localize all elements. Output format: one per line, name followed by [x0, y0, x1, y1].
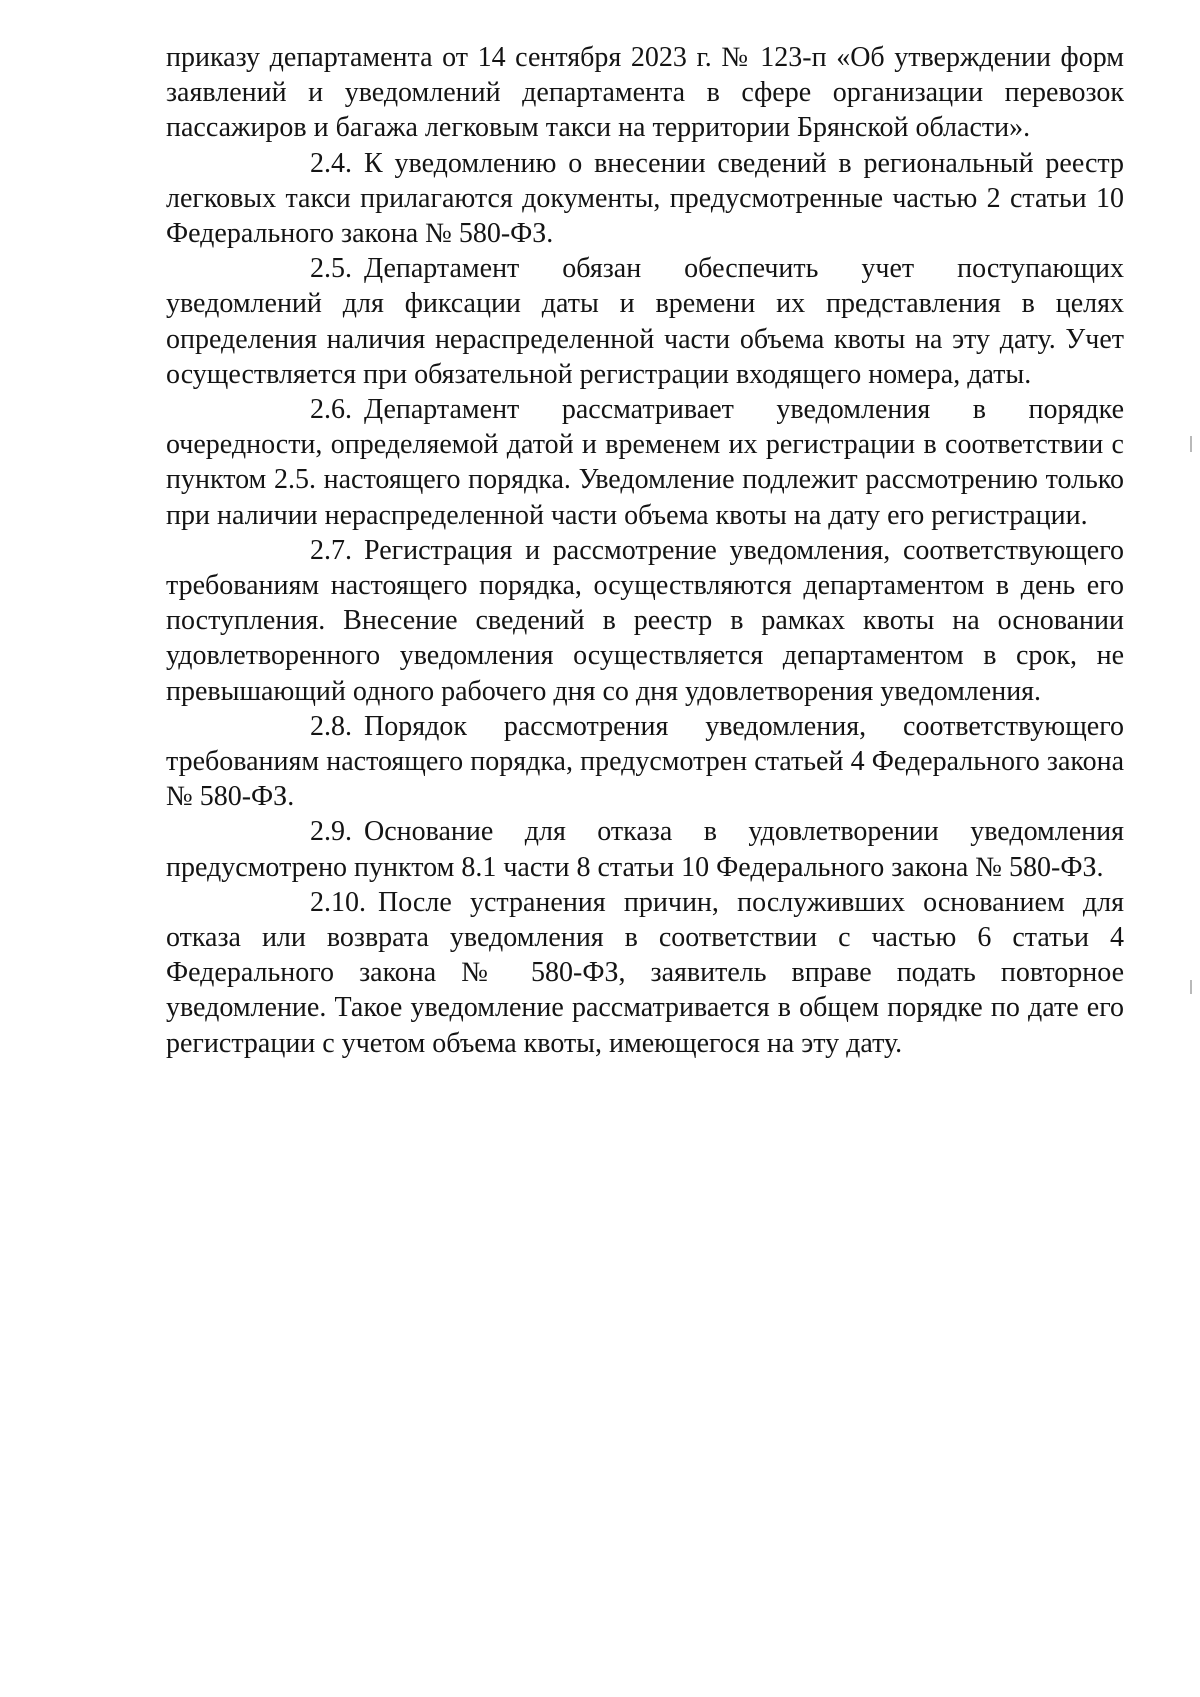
paragraph-number: 2.10. [310, 886, 366, 918]
paragraph-2-6 [166, 392, 1124, 533]
paragraph-2-7 [166, 533, 1124, 709]
paragraph-number: 2.6. [310, 394, 352, 426]
paragraph-2-8 [166, 709, 1124, 815]
paragraph-2-9 [166, 814, 1124, 884]
paragraph-text: Департамент рассматривает уведомления в порядке очередности, определяемой датой и временем их регистрации в соответствии с пунктом 2.5. настоящего порядка. Уведомление подлежит рассмотрению только при наличии нераспределенной части объема квоты на дату его регистрации. [166, 394, 1124, 531]
continuation-paragraph: приказу департамента от 14 сентября 2023 г. № 123-п «Об утверждении форм заявлений и уведомлений департамента в сфере организации перевозок пассажиров и багажа легковым такси на территории Брянской области». [166, 42, 1124, 144]
paragraph-text: Департамент обязан обеспечить учет поступающих уведомлений для фиксации даты и времени их представления в целях определения наличия нераспределенной части объема квоты на эту дату. Учет осуществляется при обязательной регистрации входящего номера, даты. [166, 253, 1124, 390]
paragraph-number: 2.5. [310, 253, 352, 285]
paragraph-2-5 [166, 251, 1124, 392]
paragraph-number: 2.8. [310, 710, 352, 742]
paragraph-text: К уведомлению о внесении сведений в региональный реестр легковых такси прилагаются документы, предусмотренные частью 2 статьи 10 Федерального закона № 580-ФЗ. [166, 147, 1124, 250]
paragraph-2-4 [166, 146, 1124, 252]
paragraph-text: Основание для отказа в удовлетворении уведомления предусмотрено пунктом 8.1 части 8 статьи 10 Федерального закона № 580-ФЗ. [166, 816, 1124, 883]
paragraph-number: 2.9. [310, 816, 352, 848]
paragraph-number: 2.7. [310, 534, 352, 566]
paragraph-number: 2.4. [310, 147, 352, 179]
paragraph-text: Порядок рассмотрения уведомления, соответствующего требованиям настоящего порядка, предусмотрен статьей 4 Федерального закона № 580-ФЗ. [166, 710, 1124, 813]
paragraph-text: После устранения причин, послуживших основанием для отказа или возврата уведомления в соответствии с частью 6 статьи 4 Федерального закона № 580-ФЗ, заявитель вправе подать повторное уведомление. Такое уведомление рассматривается в общем порядке по дате его регистрации с учетом объема квоты, имеющегося на эту дату. [166, 886, 1124, 1059]
scan-edge-mark [1190, 980, 1192, 994]
paragraph-2-10 [166, 885, 1124, 1061]
document-body [166, 40, 1124, 1061]
paragraph-text: Регистрация и рассмотрение уведомления, соответствующего требованиям настоящего порядка, осуществляются департаментом в день его поступления. Внесение сведений в реестр в рамках квоты на основании удовлетворенного уведомления осуществляется департаментом в срок, не превышающий одного рабочего дня со дня удовлетворения уведомления. [166, 534, 1124, 707]
scan-edge-mark [1190, 436, 1192, 452]
